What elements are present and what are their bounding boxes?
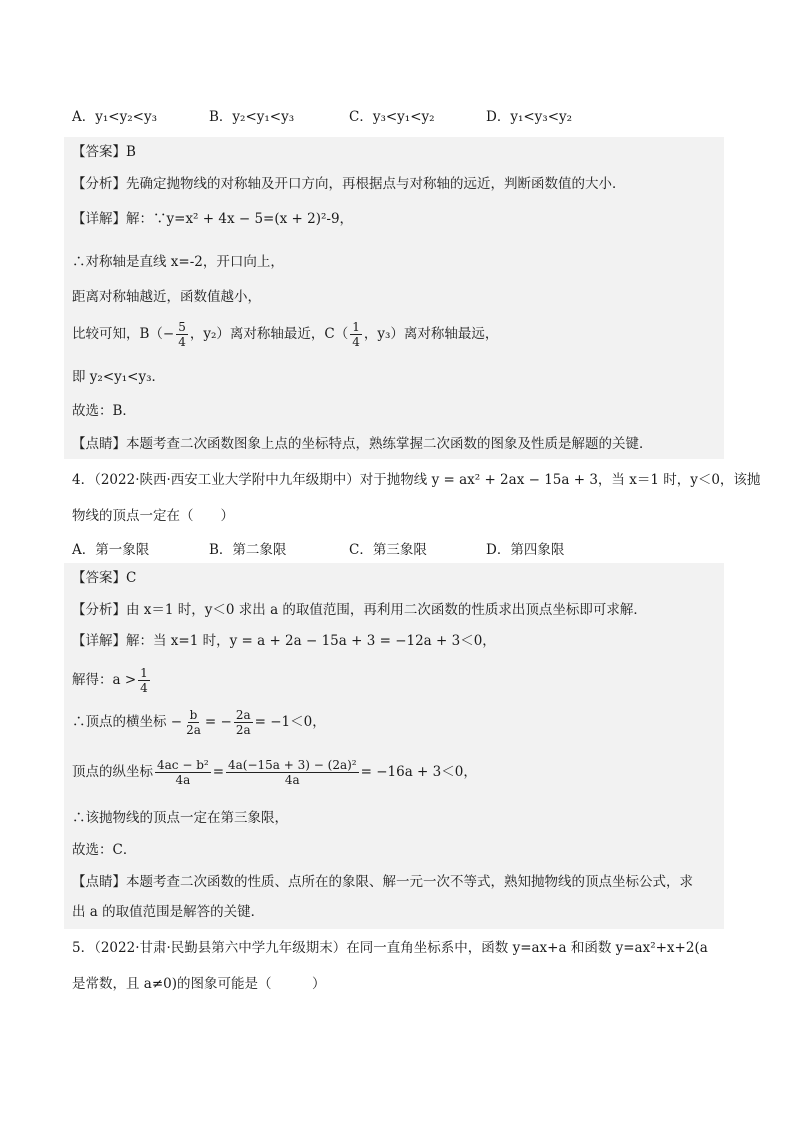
q3-comment: 【点睛】本题考查二次函数图象上点的坐标特点，熟练掌握二次函数的图象及性质是解题的关键． <box>72 436 653 452</box>
q4-option-d: D．第四象限 <box>486 542 565 558</box>
q3-fraction-five-fourths: $\frac{5}{4}$ <box>178 320 186 349</box>
q4-option-b: B．第二象限 <box>209 542 287 558</box>
q4-solve <box>72 666 152 695</box>
q3-step-conclusion: 即 y₂<y₁<y₃． <box>72 369 166 385</box>
q4-solve-fraction: $\frac{1}{4}$ <box>140 666 148 695</box>
q4-vy-pre: 顶点的纵坐标 <box>72 764 153 780</box>
q4-comment-line1: 【点睛】本题考查二次函数的性质、点所在的象限、解一元一次不等式，熟知抛物线的顶点坐标公式，求 <box>72 874 693 890</box>
q3-detail: 【详解】解：∵y=x² + 4x − 5=(x + 2)²-9， <box>72 211 354 227</box>
q4-detail: 【详解】解：当 x=1 时，y = a + 2a − 15a + 3 = −12a + 3＜0， <box>72 633 496 649</box>
q3-option-a: A．y₁<y₂<y₃ <box>72 109 157 125</box>
q4-vertex-y <box>72 758 477 787</box>
q4-vy-post: = −16a + 3＜0， <box>360 764 477 780</box>
q4-options <box>72 538 712 560</box>
q4-vertex-x <box>72 708 326 737</box>
q3-compare-post: ，y₃）离对称轴最远， <box>363 326 499 342</box>
q3-option-d: D．y₁<y₃<y₂ <box>486 109 573 125</box>
q3-option-b: B．y₂<y₁<y₃ <box>209 109 295 125</box>
q4-vx-fraction-1: $\frac{b}{2a}$ <box>186 708 201 737</box>
q4-option-c: C．第三象限 <box>349 542 427 558</box>
q4-vx-fraction-2: $\frac{2a}{2a}$ <box>235 708 251 737</box>
q4-vx-mid: = − <box>204 714 232 730</box>
q4-analysis: 【分析】由 x＝1 时，y＜0 求出 a 的取值范围，再利用二次函数的性质求出顶点坐标即可求解． <box>72 602 647 618</box>
q3-analysis: 【分析】先确定抛物线的对称轴及开口方向，再根据点与对称轴的远近，判断函数值的大小． <box>72 176 626 192</box>
q3-step-compare <box>72 320 498 349</box>
q4-vy-fraction-1: $\frac{\text{4ac − b²}}{4a}$ <box>157 758 209 787</box>
q3-option-c: C．y₃<y₁<y₂ <box>349 109 435 125</box>
q4-comment-line2: 出 a 的取值范围是解答的关键． <box>72 904 265 920</box>
q4-option-a: A．第一象限 <box>72 542 150 558</box>
q4-choice: 故选：C． <box>72 842 137 858</box>
q4-stem-line2: 物线的顶点一定在（ ） <box>72 508 234 524</box>
q4-vx-pre: ∴顶点的横坐标 − <box>72 714 183 730</box>
q3-options <box>72 105 712 127</box>
q4-vy-fraction-2: $\frac{\text{4a(−15a + 3) − (2a)²}}{4a}$ <box>228 758 357 787</box>
q5-stem-line1: 5．（2022·甘肃·民勤县第六中学九年级期末）在同一直角坐标系中，函数 y=ax+a 和函数 y=ax²+x+2(a <box>72 940 708 956</box>
q3-step-distance: 距离对称轴越近，函数值越小， <box>72 289 261 305</box>
q4-step-quadrant: ∴该抛物线的顶点一定在第三象限， <box>72 810 288 826</box>
q5-stem-line2: 是常数，且 a≠0)的图象可能是（ ） <box>72 976 326 992</box>
q4-vx-post: = −1＜0， <box>254 714 326 730</box>
q3-step-axis: ∴对称轴是直线 x=-2，开口向上， <box>72 254 284 270</box>
q3-compare-pre: 比较可知，B（− <box>72 326 175 342</box>
q4-solve-pre: 解得：a > <box>72 672 137 688</box>
q4-answer: 【答案】C <box>72 570 137 586</box>
q3-answer: 【答案】B <box>72 144 136 160</box>
q4-vy-mid: = <box>212 764 224 780</box>
q3-choice: 故选：B． <box>72 403 136 419</box>
q4-stem-line1: 4．（2022·陕西·西安工业大学附中九年级期中）对于抛物线 y = ax² + 2ax − 15a + 3，当 x＝1 时，y＜0，该抛 <box>72 472 761 488</box>
q3-fraction-one-fourth: $\frac{1}{4}$ <box>352 320 360 349</box>
q3-compare-mid: ，y₂）离对称轴最近，C（ <box>189 326 349 342</box>
